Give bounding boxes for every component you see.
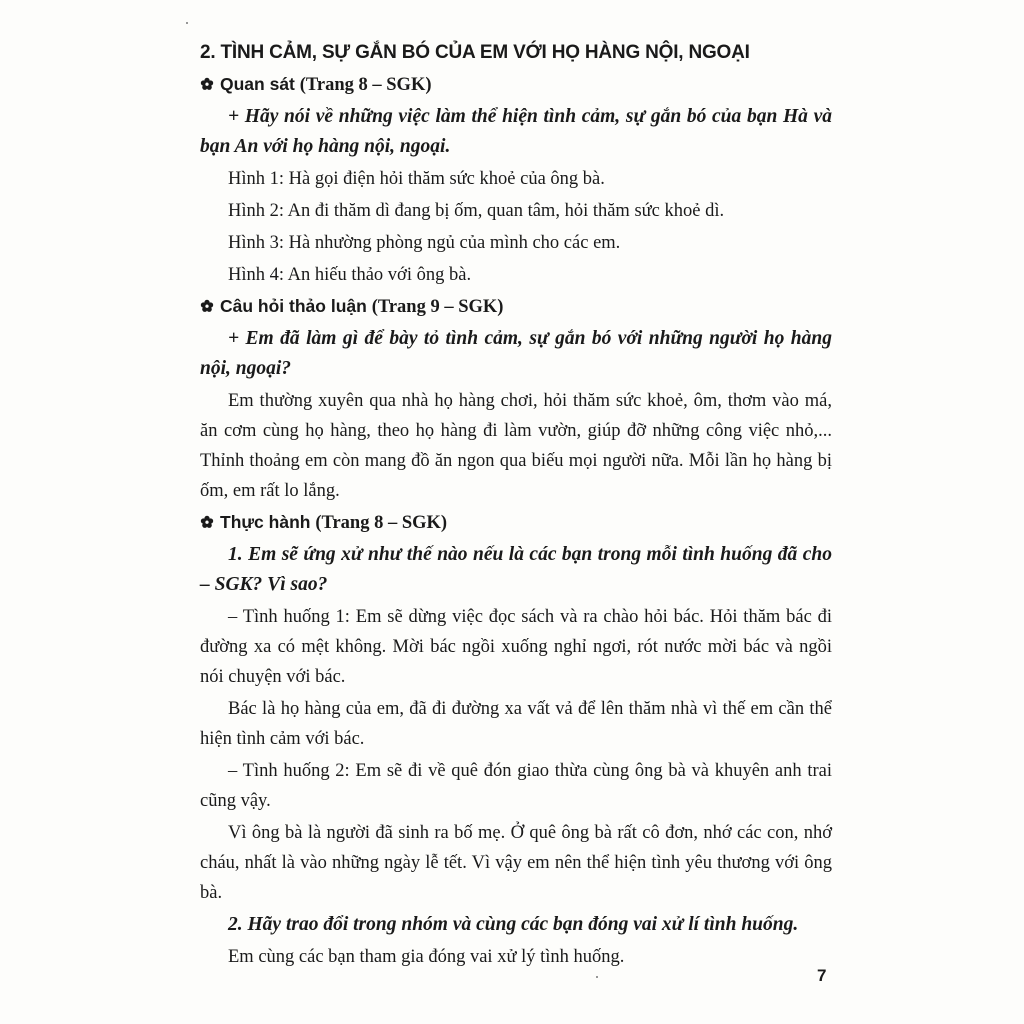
subsection-ref: (Trang 8 – SGK) [299,75,432,95]
subsection-discuss [200,291,832,322]
subsection-observe [200,69,832,100]
subsection-practice [200,507,832,538]
subsection-label: Thực hành [220,512,311,532]
question-text: + Hãy nói về những việc làm thể hiện tình cảm, sự gắn bó của bạn Hà và bạn An với họ hàng nội, ngoại. [200,106,832,157]
flower-icon [200,299,214,313]
answer-paragraph: Em cùng các bạn tham gia đóng vai xử lý tình huống. [228,947,625,967]
answer-paragraph: Vì ông bà là người đã sinh ra bố mẹ. Ở quê ông bà rất cô đơn, nhớ các con, nhớ cháu, nhất là vào những ngày lễ tết. Vì vậy em nên thể hiện tình yêu thương với ông bà. [200,823,832,903]
scan-speck [186,22,188,24]
answer-paragraph: – Tình huống 1: Em sẽ dừng việc đọc sách và ra chào hỏi bác. Hỏi thăm bác đi đường xa có mệt không. Mời bác ngồi xuống nghỉ ngơi, rót nước mời bác và ngồi nói chuyện với bác. [200,607,832,687]
subsection-label: Câu hỏi thảo luận [220,296,367,316]
answer-paragraph: Em thường xuyên qua nhà họ hàng chơi, hỏi thăm sức khoẻ, ôm, thơm vào má, ăn cơm cùng họ hàng, theo họ hàng đi làm vườn, giúp đỡ những công việc nhỏ,... Thỉnh thoảng em còn mang đồ ăn ngon qua biếu mọi người nữa. Mỗi lần họ hàng bị ốm, em rất lo lắng. [200,391,832,501]
flower-icon [200,515,214,529]
flower-icon [200,77,214,91]
section-heading: 2. TÌNH CẢM, SỰ GẮN BÓ CỦA EM VỚI HỌ HÀNG NỘI, NGOẠI [200,42,750,63]
page-content [200,34,832,972]
list-item: Hình 4: An hiếu thảo với ông bà. [228,265,472,285]
page-number: 7 [817,966,827,985]
subsection-label: Quan sát [220,74,295,94]
scan-speck [596,976,598,978]
subsection-ref: (Trang 9 – SGK) [371,297,504,317]
subsection-ref: (Trang 8 – SGK) [315,513,448,533]
answer-paragraph: Bác là họ hàng của em, đã đi đường xa vất vả để lên thăm nhà vì thế em cần thể hiện tình cảm với bác. [200,699,832,749]
list-item: Hình 1: Hà gọi điện hỏi thăm sức khoẻ của ông bà. [228,169,605,189]
question-text: 2. Hãy trao đổi trong nhóm và cùng các bạn đóng vai xử lí tình huống. [228,914,799,935]
question-text: 1. Em sẽ ứng xử như thế nào nếu là các bạn trong mỗi tình huống đã cho – SGK? Vì sao? [200,544,832,595]
list-item: Hình 2: An đi thăm dì đang bị ốm, quan tâm, hỏi thăm sức khoẻ dì. [228,201,725,221]
list-item: Hình 3: Hà nhường phòng ngủ của mình cho các em. [228,233,621,253]
question-text: + Em đã làm gì để bày tỏ tình cảm, sự gắn bó với những người họ hàng nội, ngoại? [200,328,832,379]
answer-paragraph: – Tình huống 2: Em sẽ đi về quê đón giao thừa cùng ông bà và khuyên anh trai cũng vậy. [200,761,832,811]
